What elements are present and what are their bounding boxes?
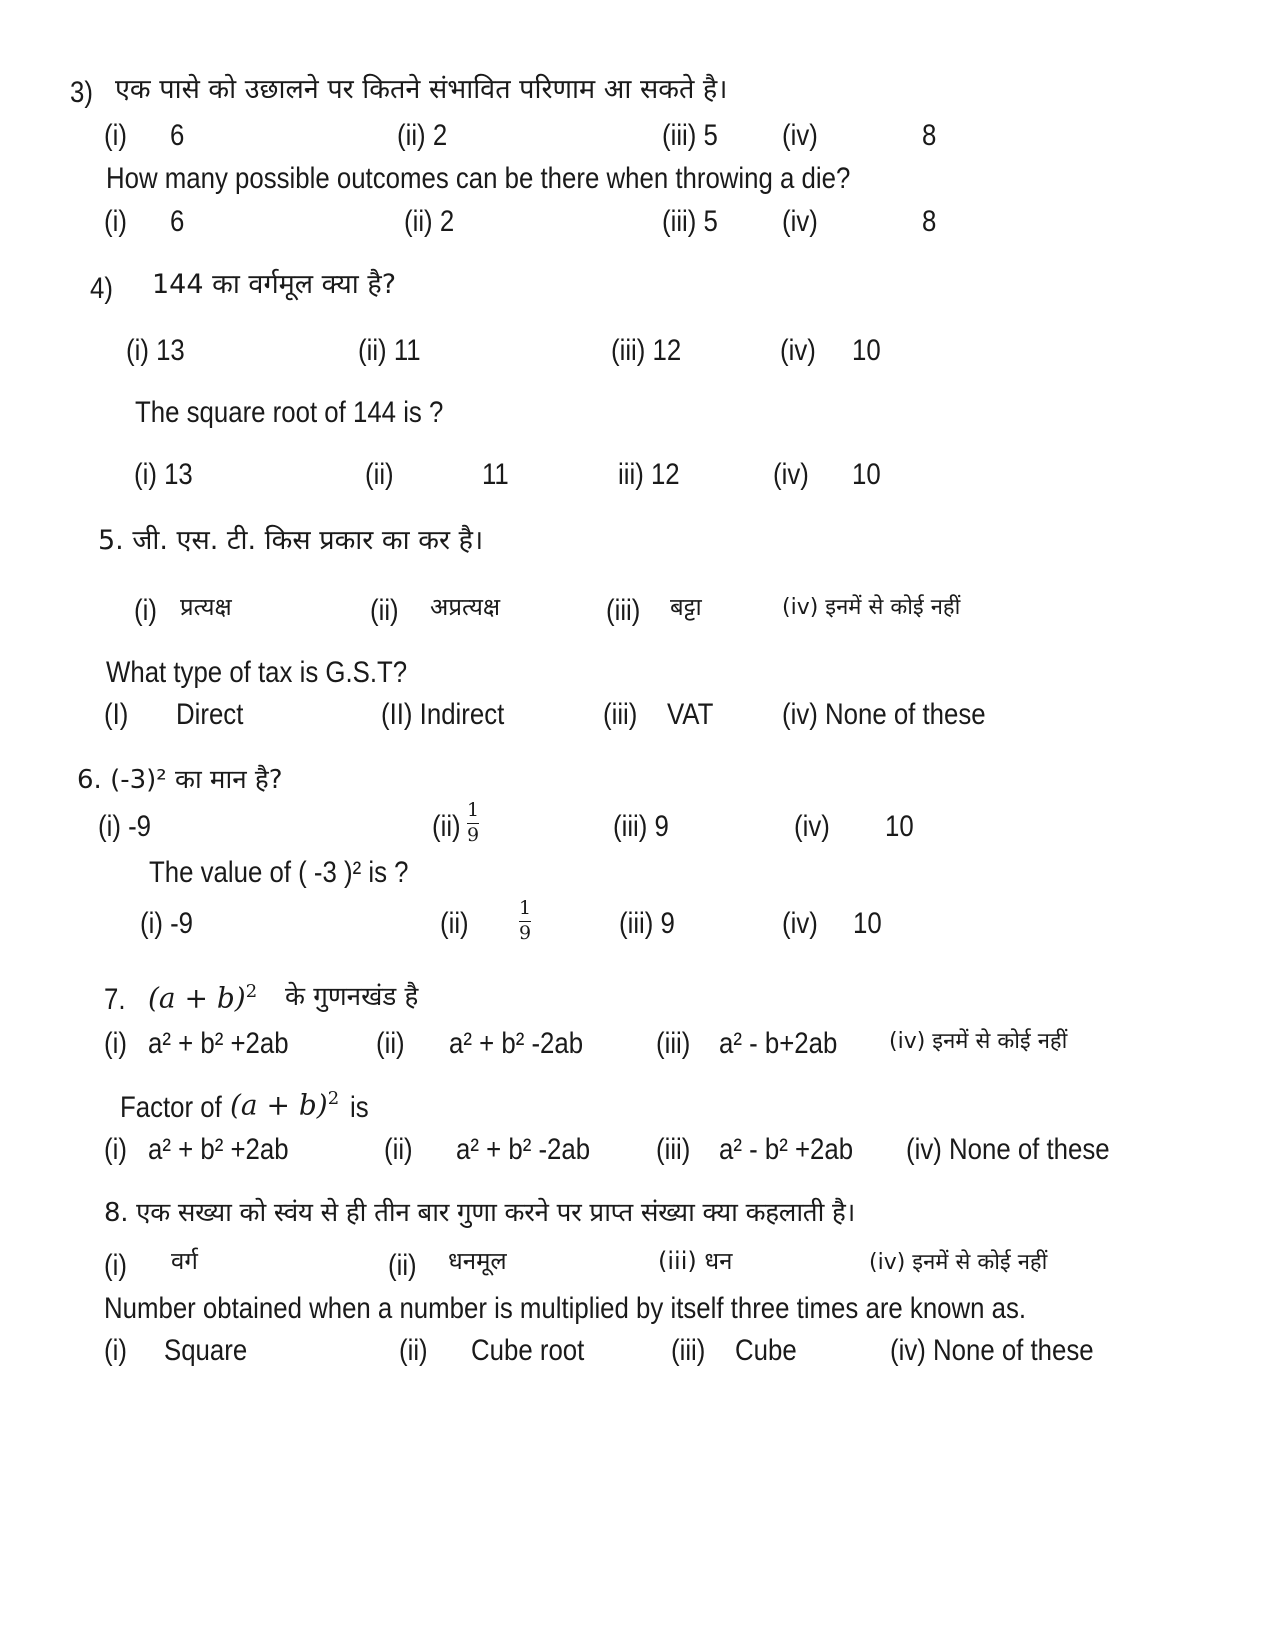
- q6-hi-opt-2-label: (ii): [432, 810, 461, 843]
- q8-hi-opt-2-label: (ii): [388, 1249, 417, 1282]
- q3-en-opt-3: (iii) 5: [662, 205, 718, 238]
- expression-base: (a + b): [230, 1088, 328, 1122]
- q7-hi-opt-1-label: (i): [104, 1027, 127, 1060]
- q5-en-opt-3-label: (iii): [603, 698, 638, 731]
- q7-hi-opt-4: (iv) इनमें से कोई नहीं: [889, 1029, 1068, 1054]
- q8-en-opt-4: (iv) None of these: [890, 1334, 1094, 1367]
- q8-english-text: Number obtained when a number is multiplied by itself three times are known as.: [104, 1292, 1027, 1325]
- q5-en-opt-2: (II) Indirect: [381, 698, 505, 731]
- q3-en-opt-2: (ii) 2: [404, 205, 455, 238]
- q4-hi-opt-4-label: (iv): [780, 334, 816, 367]
- q5-hi-opt-4: (iv) इनमें से कोई नहीं: [782, 595, 961, 620]
- q5-hindi-text: 5. जी. एस. टी. किस प्रकार का कर है।: [98, 525, 484, 556]
- q7-hi-opt-3-value: a² - b+2ab: [719, 1027, 838, 1060]
- q7-english-expression: [230, 1088, 340, 1122]
- q6-english-text: The value of ( -3 )² is ?: [149, 856, 409, 889]
- q4-en-opt-4-value: 10: [852, 458, 881, 491]
- q5-hi-opt-2-value: अप्रत्यक्ष: [430, 593, 501, 621]
- q7-english-prefix: Factor of: [120, 1091, 222, 1124]
- q5-en-opt-1-label: (I): [104, 698, 129, 731]
- expression-base: (a + b): [148, 981, 246, 1015]
- q3-hi-opt-1-label: (i): [104, 119, 127, 152]
- q3-number: 3): [70, 76, 93, 109]
- q4-hi-opt-1: (i) 13: [126, 334, 185, 367]
- q3-hi-opt-3: (iii) 5: [662, 119, 718, 152]
- q7-expression: [148, 981, 258, 1015]
- q8-en-opt-2-label: (ii): [399, 1334, 428, 1367]
- q6-en-opt-4-label: (iv): [782, 907, 818, 940]
- q8-hi-opt-1-value: वर्ग: [171, 1247, 198, 1275]
- q8-en-opt-1-value: Square: [164, 1334, 248, 1367]
- q3-en-opt-4-label: (iv): [782, 205, 818, 238]
- q4-en-opt-2-label: (ii): [365, 458, 394, 491]
- q7-en-opt-2-value: a² + b² -2ab: [456, 1133, 591, 1166]
- q5-hi-opt-3-label: (iii): [606, 594, 641, 627]
- q5-english-text: What type of tax is G.S.T?: [106, 656, 408, 689]
- q5-hi-opt-3-value: बट्टा: [670, 593, 702, 621]
- q7-en-opt-3-label: (iii): [656, 1133, 691, 1166]
- q8-hi-opt-4: (iv) इनमें से कोई नहीं: [869, 1250, 1048, 1275]
- q3-en-opt-4-value: 8: [922, 205, 937, 238]
- q8-hi-opt-2-value: धनमूल: [448, 1247, 507, 1275]
- q7-en-opt-1-label: (i): [104, 1133, 127, 1166]
- q6-en-opt-3: (iii) 9: [619, 907, 675, 940]
- q8-hi-opt-1-label: (i): [104, 1249, 127, 1282]
- fraction-denominator: 9: [467, 824, 480, 846]
- q5-hi-opt-1-label: (i): [134, 594, 157, 627]
- q7-en-opt-2-label: (ii): [384, 1133, 413, 1166]
- q7-hi-opt-2-value: a² + b² -2ab: [449, 1027, 584, 1060]
- q5-hi-opt-2-label: (ii): [370, 594, 399, 627]
- q6-hi-opt-1: (i) -9: [98, 810, 152, 843]
- q4-english-text: The square root of 144 is ?: [135, 396, 444, 429]
- q4-en-opt-4-label: (iv): [773, 458, 809, 491]
- q7-hi-opt-3-label: (iii): [656, 1027, 691, 1060]
- q3-en-opt-1-value: 6: [170, 205, 185, 238]
- q3-hi-opt-4-label: (iv): [782, 119, 818, 152]
- q3-hi-opt-2: (ii) 2: [397, 119, 448, 152]
- q7-hi-opt-1-value: a² + b² +2ab: [148, 1027, 289, 1060]
- q6-en-opt-2-label: (ii): [440, 907, 469, 940]
- q3-en-opt-1-label: (i): [104, 205, 127, 238]
- fraction-numerator: 1: [467, 799, 480, 821]
- q4-hi-opt-3: (iii) 12: [611, 334, 682, 367]
- q6-en-opt-1: (i) -9: [140, 907, 194, 940]
- q4-en-opt-1: (i) 13: [134, 458, 193, 491]
- q5-en-opt-4: (iv) None of these: [782, 698, 986, 731]
- q4-en-opt-3: iii) 12: [618, 458, 680, 491]
- expression-exponent: 2: [327, 1088, 340, 1109]
- q7-number: 7.: [104, 983, 126, 1016]
- q8-en-opt-1-label: (i): [104, 1334, 127, 1367]
- q4-hi-opt-2: (ii) 11: [358, 334, 421, 367]
- q7-en-opt-4: (iv) None of these: [906, 1133, 1110, 1166]
- q5-en-opt-1-value: Direct: [176, 698, 244, 731]
- q6-hi-opt-4-value: 10: [885, 810, 914, 843]
- q5-hi-opt-1-value: प्रत्यक्ष: [180, 593, 232, 621]
- q8-en-opt-3-value: Cube: [735, 1334, 797, 1367]
- q7-hi-opt-2-label: (ii): [376, 1027, 405, 1060]
- q7-en-opt-1-value: a² + b² +2ab: [148, 1133, 289, 1166]
- q6-hi-opt-2-fraction: [467, 801, 479, 845]
- q7-en-opt-3-value: a² - b² +2ab: [719, 1133, 854, 1166]
- q7-english-suffix: is: [350, 1091, 369, 1124]
- q4-en-opt-2-value: 11: [482, 458, 509, 491]
- fraction-numerator: 1: [519, 897, 532, 919]
- q6-en-opt-4-value: 10: [853, 907, 882, 940]
- q8-en-opt-3-label: (iii): [671, 1334, 706, 1367]
- q3-hindi-text: एक पासे को उछालने पर कितने संभावित परिणाम आ सकते है।: [115, 74, 728, 105]
- q3-hi-opt-1-value: 6: [170, 119, 185, 152]
- q7-hindi-suffix: के गुणनखंड है: [285, 982, 419, 1012]
- q4-hindi-text: 144 का वर्गमूल क्या है?: [152, 269, 397, 300]
- q6-hi-opt-3: (iii) 9: [613, 810, 669, 843]
- fraction-denominator: 9: [519, 922, 532, 944]
- q8-hindi-text: 8. एक सख्या को स्वंय से ही तीन बार गुणा करने पर प्राप्त संख्या क्या कहलाती है।: [104, 1198, 856, 1228]
- q4-number: 4): [90, 272, 113, 305]
- q5-en-opt-3-value: VAT: [667, 698, 714, 731]
- q6-en-opt-2-fraction: [519, 899, 531, 943]
- q3-english-text: How many possible outcomes can be there when throwing a die?: [106, 162, 851, 195]
- q4-hi-opt-4-value: 10: [852, 334, 881, 367]
- q8-hi-opt-3: (iii) धन: [658, 1247, 733, 1275]
- expression-exponent: 2: [245, 981, 258, 1002]
- q8-en-opt-2-value: Cube root: [471, 1334, 585, 1367]
- q6-hindi-text: 6. (-3)² का मान है?: [77, 765, 283, 795]
- q3-hi-opt-4-value: 8: [922, 119, 937, 152]
- q6-hi-opt-4-label: (iv): [794, 810, 830, 843]
